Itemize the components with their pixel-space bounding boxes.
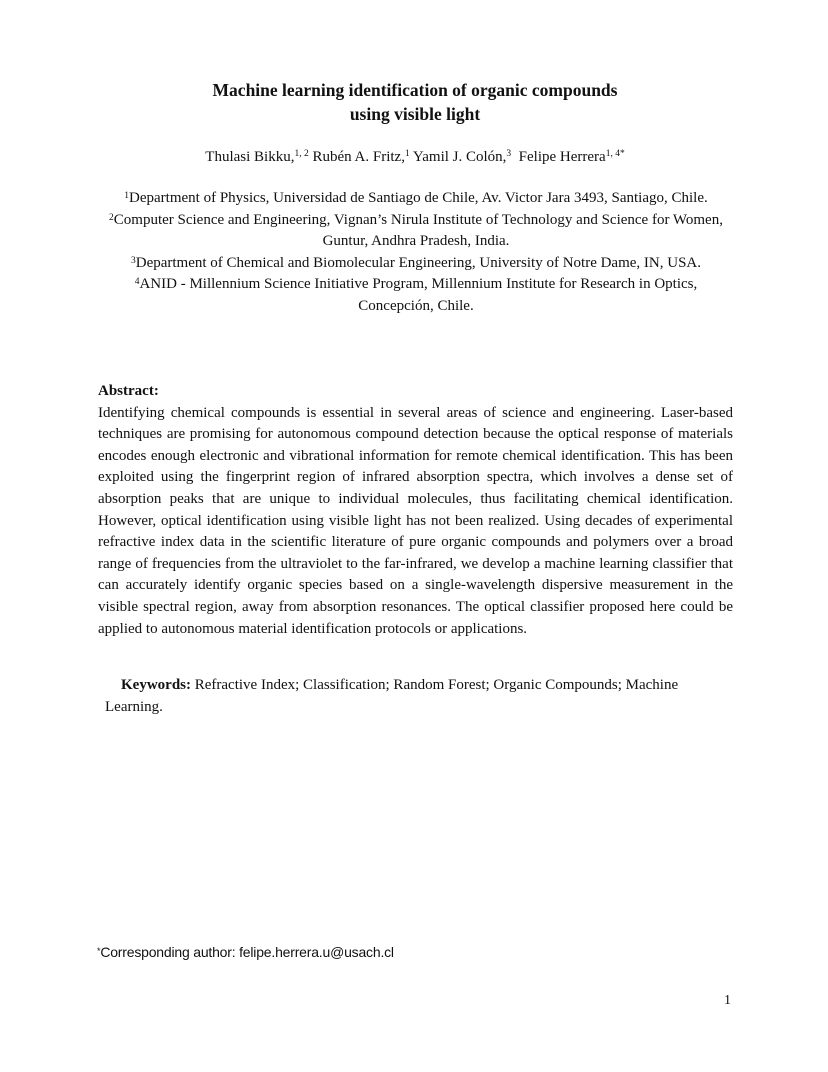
paper-title bbox=[100, 78, 730, 126]
title-line-1: Machine learning identification of organic compounds bbox=[212, 80, 618, 100]
abstract-heading: Abstract: bbox=[98, 383, 159, 399]
affiliation bbox=[96, 188, 736, 210]
affiliation-list bbox=[96, 188, 736, 317]
affiliation bbox=[96, 274, 736, 317]
abstract-body: Identifying chemical compounds is essential in several areas of science and engineering. Laser-based techniques are promising for autonomous compound detection because the optical response of materials encodes enough electronic and vibrational information for remote chemical identification. This has been exploited using the fingerprint region of infrared absorption spectra, which involves a dense set of absorption peaks that are unique to individual molecules, thus facilitating chemical identification. However, optical identification using visible light has not been realized. Using decades of experimental refractive index data in the scientific literature of pure organic compounds and polymers over a broad range of frequencies from the ultraviolet to the far-infrared, we develop a machine learning classifier that can accurately identify organic species based on a single-wavelength dispersive measurement in the visible spectral region, away from absorption resonances. The optical classifier proposed here could be applied to autonomous material identification protocols or applications. bbox=[98, 404, 733, 637]
author-affiliation-mark: 1, 4* bbox=[605, 149, 625, 159]
affiliation-mark: 3 bbox=[130, 255, 136, 266]
author-name: Thulasi Bikku, bbox=[205, 149, 295, 165]
affiliation bbox=[96, 253, 736, 275]
affiliation-text: ANID - Millennium Science Initiative Program, Millennium Institute for Research in Optics, Concepción, Chile. bbox=[139, 276, 698, 314]
author-name: Yamil J. Colón, bbox=[412, 149, 507, 165]
author-affiliation-mark: 3 bbox=[506, 149, 512, 159]
affiliation-text: Computer Science and Engineering, Vignan’s Nirula Institute of Technology and Science for Women, Guntur, Andhra Pradesh, India. bbox=[113, 211, 723, 249]
author-affiliation-mark: 1, 2 bbox=[294, 149, 309, 159]
abstract-section bbox=[98, 381, 733, 640]
keywords-text: Refractive Index; Classification; Random Forest; Organic Compounds; Machine Learning. bbox=[105, 677, 679, 715]
footnote-text: Corresponding author: felipe.herrera.u@usach.cl bbox=[100, 944, 394, 960]
affiliation-mark: 1 bbox=[124, 191, 130, 201]
author-name: Rubén A. Fritz, bbox=[312, 149, 405, 165]
author-affiliation-mark: 1 bbox=[404, 149, 410, 159]
affiliation bbox=[96, 210, 736, 253]
author-name: Felipe Herrera bbox=[518, 149, 606, 165]
title-line-2: using visible light bbox=[349, 104, 481, 124]
author-list bbox=[100, 146, 730, 168]
affiliation-mark: 4 bbox=[134, 277, 140, 287]
keywords-section bbox=[105, 674, 733, 718]
footnote-mark: * bbox=[97, 946, 101, 956]
keywords-label: Keywords: bbox=[121, 677, 191, 693]
corresponding-author-footnote bbox=[97, 943, 394, 961]
affiliation-text: Department of Physics, Universidad de Santiago de Chile, Av. Victor Jara 3493, Santiago, Chile. bbox=[129, 190, 708, 206]
page-number: 1 bbox=[724, 993, 731, 1008]
affiliation-mark: 2 bbox=[109, 212, 114, 223]
affiliation-text: Department of Chemical and Biomolecular Engineering, University of Notre Dame, IN, USA. bbox=[135, 254, 701, 271]
